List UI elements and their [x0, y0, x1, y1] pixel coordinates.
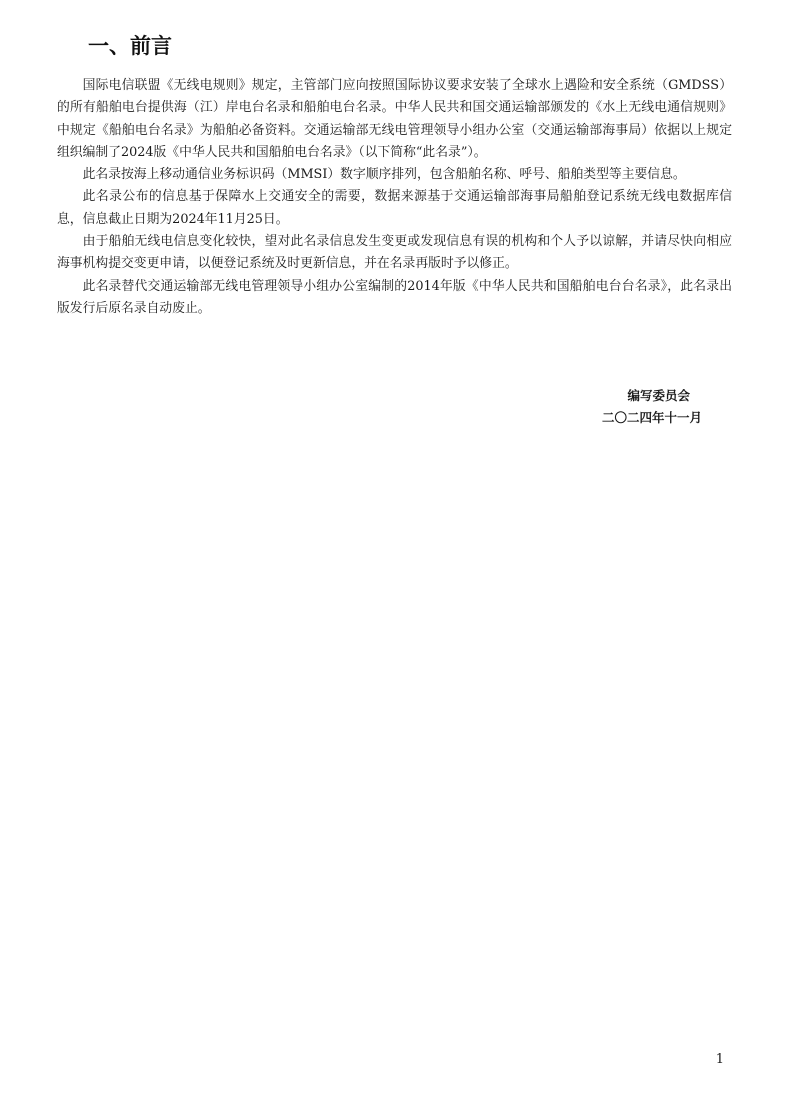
page-number: 1 [715, 1052, 724, 1067]
body-text [57, 75, 732, 320]
section-heading: 一、前言 [88, 34, 172, 58]
paragraph-5: 此名录替代交通运输部无线电管理领导小组办公室编制的2014年版《中华人民共和国船舶电台台名录》，此名录出版发行后原名录自动废止。 [57, 278, 732, 316]
signature-date: 二〇二四年十一月 [601, 410, 702, 425]
signature-block [602, 385, 702, 429]
paragraph-1: 国际电信联盟《无线电规则》规定，主管部门应向按照国际协议要求安装了全球水上遇险和安全系统（GMDSS）的所有船舶电台提供海（江）岸电台名录和船舶电台名录。中华人民共和国交通运输部颁发的《水上无线电通信规则》中规定《船舶电台名录》为船舶必备资料。交通运输部无线电管理领导小组办公室（交通运输部海事局）依据以上规定组织编制了2024版《中华人民共和国船舶电台名录》（以下简称“此名录”）。 [57, 78, 732, 160]
paragraph-4: 由于船舶无线电信息变化较快，望对此名录信息发生变更或发现信息有误的机构和个人予以谅解，并请尽快向相应海事机构提交变更申请，以便登记系统及时更新信息，并在名录再版时予以修正。 [57, 234, 732, 272]
paragraph-2: 此名录按海上移动通信业务标识码（MMSI）数字顺序排列，包含船舶名称、呼号、船舶类型等主要信息。 [82, 167, 686, 183]
paragraph-3: 此名录公布的信息基于保障水上交通安全的需要，数据来源基于交通运输部海事局船舶登记系统无线电数据库信息，信息截止日期为2024年11月25日。 [57, 189, 732, 227]
signature-committee: 编写委员会 [627, 388, 690, 403]
